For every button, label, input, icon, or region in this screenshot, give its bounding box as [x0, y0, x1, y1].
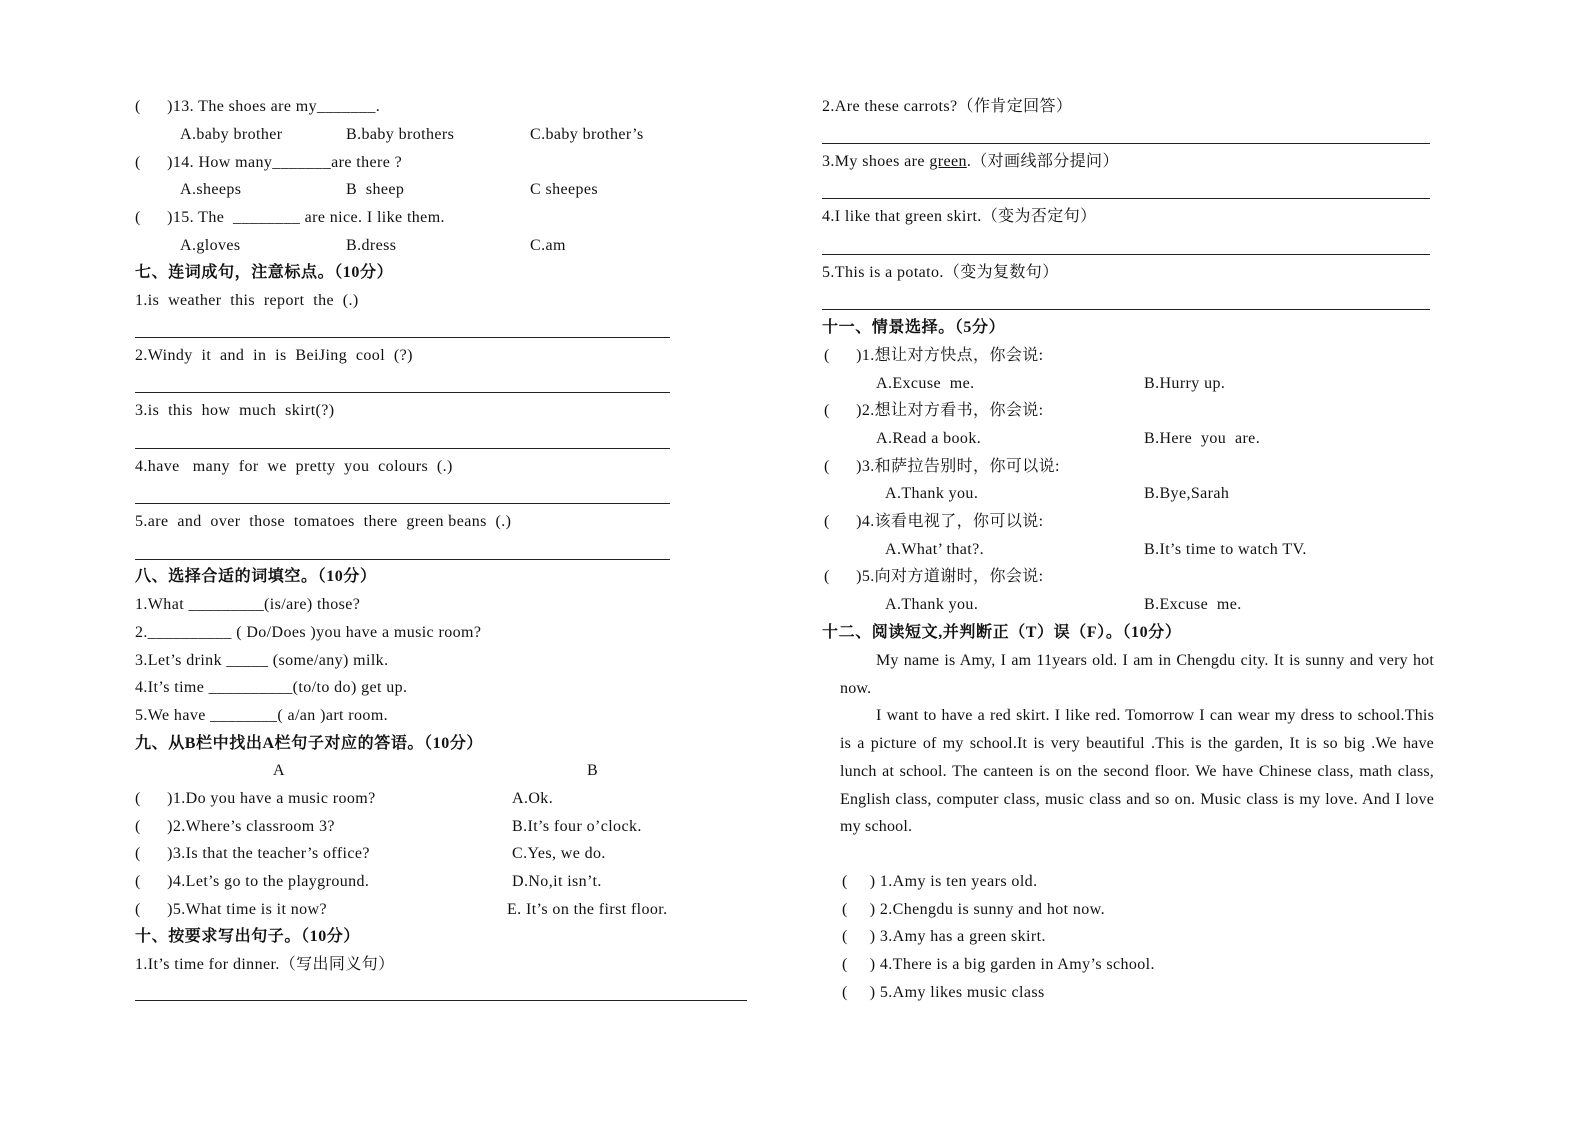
passage-paragraph: My name is Amy, I am 11years old. I am in Chengdu city. It is sunny and very hot now. [840, 652, 1434, 697]
section-8-item: 5.We have ________( a/an )art room. [135, 707, 389, 724]
section-10-item: 5.This is a potato.（变为复数句） [822, 264, 1059, 281]
section-9-question: ( )5.What time is it now? [135, 901, 327, 918]
q3-prefix: 3.My shoes are [822, 153, 930, 170]
option-a: A.Thank you. [885, 596, 979, 613]
section-7-item: 4.have many for we pretty you colours (.) [135, 458, 453, 475]
true-false-item: ( ) 2.Chengdu is sunny and hot now. [842, 901, 1105, 918]
passage-paragraph: I want to have a red skirt. I like red. Tomorrow I can wear my dress to school.This is a picture of my school.It is very beautiful .This is the garden, It is so big .We have lunch at school. The canteen is on the second floor. We have Chinese class, math class, English class, computer class, music class and so on. Music class is my love. And I love my school. [840, 707, 1434, 836]
section-10-item [822, 152, 1119, 172]
option-b: B.baby brothers [346, 126, 455, 143]
option-c: C sheepes [530, 181, 599, 198]
answer-line [135, 559, 670, 560]
section-7-item: 5.are and over those tomatoes there green beans (.) [135, 513, 512, 530]
section-9-answer: D.No,it isn’t. [512, 873, 602, 890]
true-false-item: ( ) 5.Amy likes music class [842, 984, 1045, 1001]
option-c: C.am [530, 237, 566, 254]
true-false-item: ( ) 1.Amy is ten years old. [842, 873, 1038, 890]
section-8-item: 2.__________ ( Do/Does )you have a music room? [135, 624, 482, 641]
answer-line [135, 1000, 747, 1001]
option-a: A.gloves [180, 237, 241, 254]
option-c: C.baby brother’s [530, 126, 644, 143]
column-a-label: A [273, 762, 285, 779]
option-b: B sheep [346, 181, 405, 198]
section-11-question: ( )4.该看电视了，你可以说: [824, 513, 1044, 530]
answer-line [822, 254, 1430, 255]
option-a: A.baby brother [180, 126, 283, 143]
option-b: B.It’s time to watch TV. [1144, 541, 1307, 558]
true-false-item: ( ) 3.Amy has a green skirt. [842, 928, 1046, 945]
answer-line [822, 309, 1430, 310]
section-9-heading: 九、从B栏中找出A栏句子对应的答语。（10分） [135, 735, 484, 752]
section-9-question: ( )1.Do you have a music room? [135, 790, 376, 807]
option-b: B.Excuse me. [1144, 596, 1242, 613]
reading-passage [840, 647, 1434, 841]
section-10-item: 4.I like that green skirt.（变为否定句） [822, 208, 1097, 225]
underlined-word: green [929, 153, 967, 170]
section-9-answer: A.Ok. [512, 790, 554, 807]
section-8-item: 1.What _________(is/are) those? [135, 596, 361, 613]
section-11-question: ( )3.和萨拉告别时，你可以说: [824, 458, 1060, 475]
section-9-question: ( )4.Let’s go to the playground. [135, 873, 370, 890]
section-9-answer: B.It’s four o’clock. [512, 818, 642, 835]
section-8-item: 3.Let’s drink _____ (some/any) milk. [135, 652, 389, 669]
option-b: B.Bye,Sarah [1144, 485, 1230, 502]
section-7-item: 2.Windy it and in is BeiJing cool (?) [135, 347, 413, 364]
column-b-label: B [587, 762, 599, 779]
true-false-item: ( ) 4.There is a big garden in Amy’s school. [842, 956, 1155, 973]
option-a: A.Thank you. [885, 485, 979, 502]
answer-line [822, 198, 1430, 199]
section-9-question: ( )2.Where’s classroom 3? [135, 818, 335, 835]
section-11-question: ( )1.想让对方快点，你会说: [824, 347, 1044, 364]
option-b: B.Here you are. [1144, 430, 1261, 447]
section-10-heading: 十、按要求写出句子。（10分） [135, 928, 361, 945]
section-8-heading: 八、选择合适的词填空。（10分） [135, 568, 377, 585]
option-b: B.Hurry up. [1144, 375, 1226, 392]
answer-line [822, 143, 1430, 144]
section-7-heading: 七、连词成句，注意标点。（10分） [135, 264, 394, 281]
section-10-item: 1.It’s time for dinner.（写出同义句） [135, 956, 395, 973]
section-9-question: ( )3.Is that the teacher’s office? [135, 845, 370, 862]
section-10-item: 2.Are these carrots?（作肯定回答） [822, 98, 1073, 115]
answer-line [135, 503, 670, 504]
section-11-question: ( )5.向对方道谢时，你会说: [824, 568, 1044, 585]
option-b: B.dress [346, 237, 397, 254]
section-11-heading: 十一、情景选择。（5分） [822, 319, 1006, 336]
q3-suffix: .（对画线部分提问） [966, 153, 1119, 170]
section-8-item: 4.It’s time __________(to/to do) get up. [135, 679, 408, 696]
section-12-heading: 十二、阅读短文,并判断正（T）误（F）。（10分） [822, 624, 1182, 641]
option-a: A.Excuse me. [876, 375, 975, 392]
section-7-item: 1.is weather this report the (.) [135, 292, 359, 309]
question-13: ( )13. The shoes are my_______. [135, 98, 381, 115]
section-7-item: 3.is this how much skirt(?) [135, 402, 335, 419]
option-a: A.Read a book. [876, 430, 982, 447]
answer-line [135, 392, 670, 393]
option-a: A.sheeps [180, 181, 242, 198]
section-9-answer: E. It’s on the first floor. [507, 901, 668, 918]
section-11-question: ( )2.想让对方看书，你会说: [824, 402, 1044, 419]
option-a: A.What’ that?. [885, 541, 985, 558]
question-15: ( )15. The ________ are nice. I like them. [135, 209, 445, 226]
question-14: ( )14. How many_______are there ? [135, 154, 403, 171]
section-9-answer: C.Yes, we do. [512, 845, 606, 862]
answer-line [135, 448, 670, 449]
answer-line [135, 337, 670, 338]
